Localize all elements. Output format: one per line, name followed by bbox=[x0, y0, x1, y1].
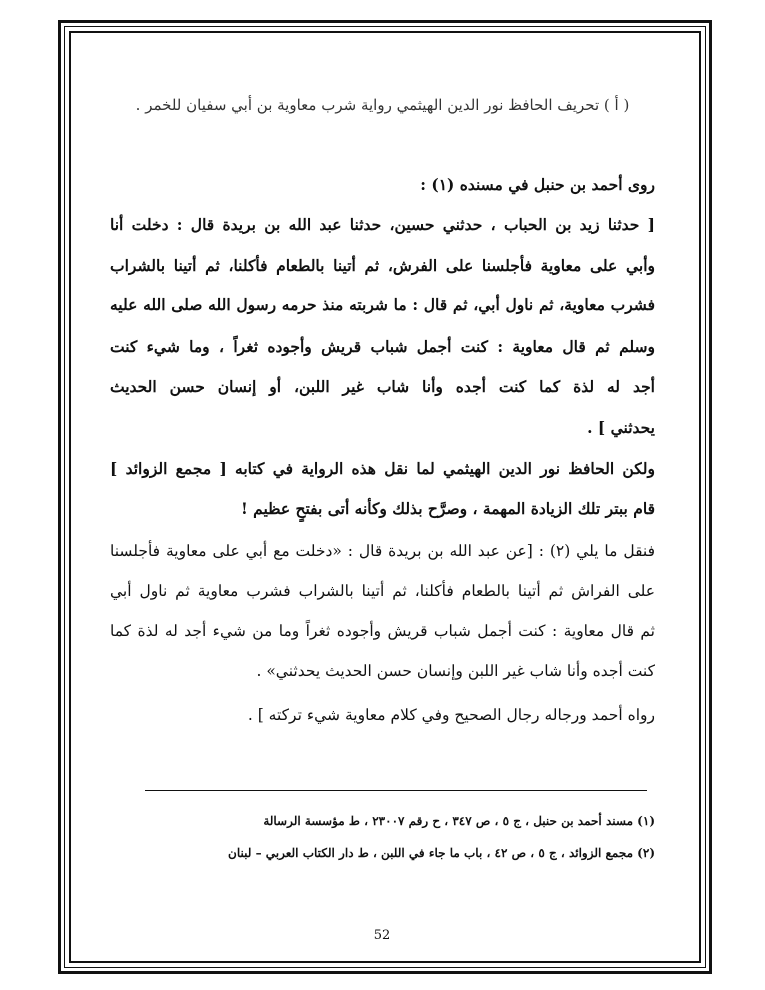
section-title: ( أ ) تحريف الحافظ نور الدين الهيثمي رواية شرب معاوية بن أبي سفيان للخمر . bbox=[135, 96, 630, 114]
footnote: (١) مسند أحمد بن حنبل ، ج ٥ ، ص ٣٤٧ ، ح رقم ٢٣٠٠٧ ، ط مؤسسة الرسالة bbox=[263, 814, 655, 828]
paragraph1-line: فشرب معاوية، ثم ناول أبي، ثم قال : ما شربته منذ حرمه رسول الله صلى الله عليه bbox=[110, 295, 655, 314]
footnote-separator bbox=[145, 790, 647, 791]
paragraph3-line: فنقل ما يلي (٢) : [عن عبد الله بن بريدة قال : «دخلت مع أبي على معاوية فأجلسنا bbox=[110, 542, 655, 560]
intro-line: روى أحمد بن حنبل في مسنده (١) : bbox=[420, 175, 655, 194]
paragraph1-line: وسلم ثم قال معاوية : كنت أجمل شباب قريش وأجوده ثغراً ، وما شيء كنت bbox=[110, 337, 655, 356]
paragraph1-line: يحدثني ] . bbox=[587, 418, 655, 437]
paragraph1-line: وأبي على معاوية فأجلسنا على الفرش، ثم أتينا بالطعام فأكلنا، ثم أتينا بالشراب bbox=[110, 256, 655, 275]
footnote: (٢) مجمع الزوائد ، ج ٥ ، ص ٤٢ ، باب ما جاء في اللبن ، ط دار الكتاب العربي – لبنان bbox=[228, 846, 655, 860]
paragraph3-line: ثم قال معاوية : كنت أجمل شباب قريش وأجوده ثغراً وما من شيء أجد له لذة كما bbox=[110, 622, 655, 640]
page-content bbox=[110, 80, 655, 960]
paragraph2-line: قام ببتر تلك الزيادة المهمة ، وصرَّح بذلك وكأنه أتى بفتحٍ عظيم ! bbox=[240, 499, 655, 518]
closing-line: رواه أحمد ورجاله رجال الصحيح وفي كلام معاوية شيء تركته ] . bbox=[247, 706, 655, 724]
paragraph2-line: ولكن الحافظ نور الدين الهيثمي لما نقل هذه الرواية في كتابه [ مجمع الزوائد ] bbox=[110, 459, 655, 478]
paragraph3-line: كنت أجده وأنا شاب غير اللبن وإنسان حسن الحديث يحدثني» . bbox=[256, 662, 655, 680]
paragraph1-line: أجد له لذة كما كنت أجده وأنا شاب غير اللبن، أو إنسان حسن الحديث bbox=[110, 377, 655, 396]
paragraph3-line: على الفراش ثم أتينا بالطعام فأكلنا، ثم أتينا بالشراب فشرب معاوية ثم ناول أبي bbox=[110, 582, 655, 600]
page-number-text: 52 bbox=[373, 928, 391, 943]
paragraph1-line: [ حدثنا زيد بن الحباب ، حدثني حسين، حدثنا عبد الله بن بريدة قال : دخلت أنا bbox=[110, 215, 655, 234]
